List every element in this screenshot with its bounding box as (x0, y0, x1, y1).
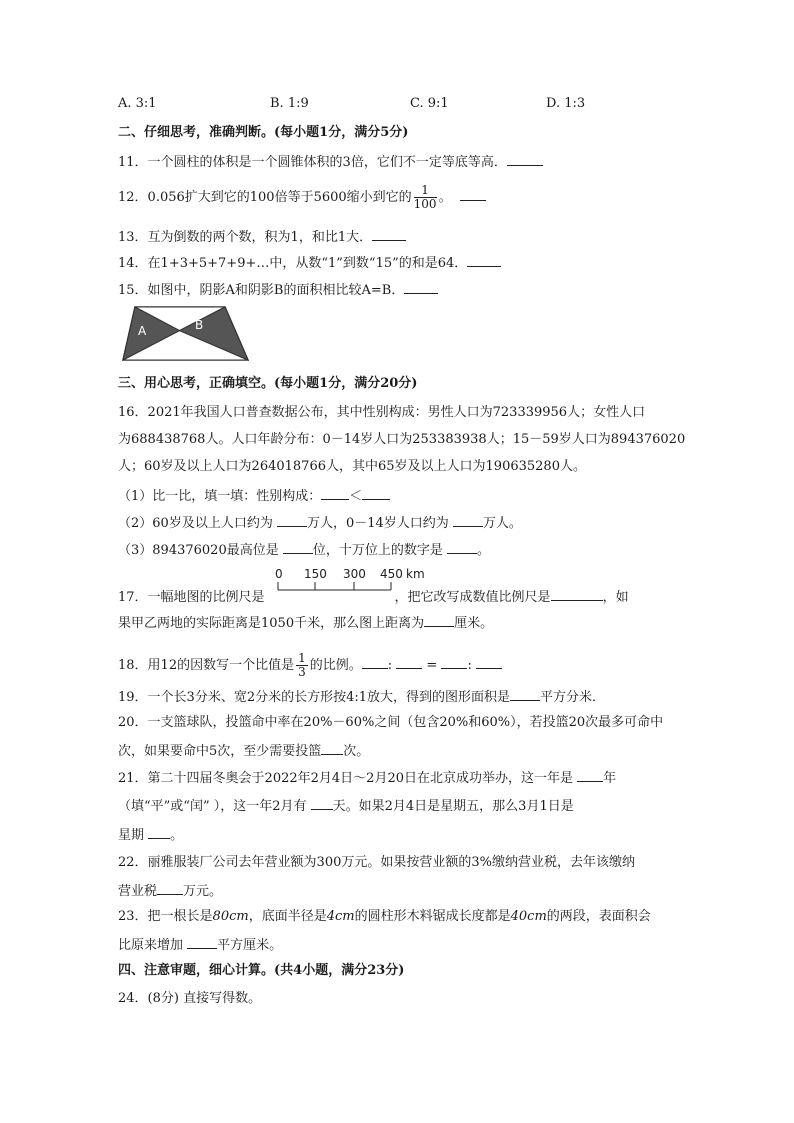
answer-blank[interactable] (362, 486, 390, 500)
trapezoid-figure (118, 304, 252, 364)
option-d: D. 1:3 (546, 96, 586, 111)
answer-blank[interactable] (476, 655, 502, 669)
fraction-denominator: 100 (413, 197, 437, 211)
question-23-line-1 (118, 908, 651, 926)
answer-blank[interactable] (453, 513, 483, 527)
colon: : (467, 658, 472, 673)
question-22-line-2-text: 营业税 (118, 884, 158, 899)
length-value: 80cm (212, 909, 249, 924)
question-21-line-1-end: 年 (603, 771, 617, 786)
equals-sign: = (426, 658, 438, 673)
question-23-text-2: ，底面半径是 (248, 909, 327, 924)
colon: : (387, 658, 393, 673)
scale-label-300: 300 (343, 567, 366, 581)
question-19-text: 19．一个长3分米、宽2分米的长方形按4:1放大，得到的图形面积是 (118, 690, 511, 705)
question-15-text: 15．如图中，阴影A和阴影B的面积相比较A=B． (118, 283, 405, 298)
answer-blank[interactable] (467, 253, 501, 267)
answer-blank[interactable] (157, 881, 183, 895)
answer-blank[interactable] (460, 187, 486, 201)
scale-label-450: 450 (380, 567, 403, 581)
question-16-line-2: 为688438768人。人口年龄分布：0－14岁人口为253383938人；15－59岁人口为894376020 (118, 432, 686, 447)
answer-blank[interactable] (277, 513, 307, 527)
answer-blank[interactable] (148, 825, 170, 839)
question-21-line-2-end: 天。如果2月4日是星期五，那么3月1日是 (332, 799, 574, 814)
question-17-line-2 (118, 613, 493, 633)
question-20-line-1: 20．一支篮球队，投篮命中率在20%－60%之间（包含20%和60%），若投篮20次最多可命中 (118, 715, 664, 730)
fraction-denominator: 3 (298, 665, 306, 679)
answer-blank[interactable] (507, 152, 543, 166)
part-2-end: 万人。 (482, 516, 522, 531)
fraction-numerator: 1 (298, 651, 306, 665)
answer-blank[interactable] (577, 768, 603, 782)
question-18-mid: 的比例。 (309, 658, 362, 673)
answer-blank[interactable] (283, 540, 313, 554)
question-22-line-2-end: 万元。 (183, 884, 223, 899)
answer-blank[interactable] (551, 587, 603, 601)
question-21-line-2-text: （填“平”或“闰” ），这一年2月有 (118, 799, 311, 814)
question-20-line-2 (118, 741, 369, 761)
segment-value: 40cm (510, 909, 547, 924)
part-2-mid: 万人，0－14岁人口约为 (306, 516, 453, 531)
answer-blank[interactable] (404, 280, 438, 294)
question-13 (118, 227, 406, 247)
question-11 (118, 152, 543, 172)
question-20-line-2-text: 次，如果要命中5次，至少需要投篮 (118, 744, 322, 759)
less-than-sign: ＜ (349, 489, 363, 504)
question-16-part-1 (118, 486, 390, 506)
question-21-line-1 (118, 768, 616, 788)
fraction (296, 652, 308, 679)
answer-blank[interactable] (321, 741, 343, 755)
answer-blank[interactable] (372, 227, 406, 241)
question-21-text: 21．第二十四届冬奥会于2022年2月4日～2月20日在北京成功举办，这一年是 (118, 771, 578, 786)
question-18 (118, 652, 502, 679)
map-scale-bar (258, 566, 458, 606)
part-1-text: （1）比一比，填一填：性别构成： (118, 489, 322, 504)
label-b: B (195, 318, 204, 332)
question-16-part-2 (118, 513, 522, 533)
answer-blank[interactable] (447, 540, 477, 554)
answer-blank[interactable] (510, 687, 540, 701)
question-17-end: ，如 (602, 590, 629, 605)
label-a: A (138, 324, 147, 338)
question-14 (118, 253, 501, 273)
fraction-numerator: 1 (414, 184, 437, 198)
scale-label-150: 150 (304, 567, 327, 581)
scale-label-0: 0 (275, 567, 283, 581)
question-23-text-4: 的两段，表面积会 (546, 909, 651, 924)
answer-blank[interactable] (311, 796, 333, 810)
option-a: A. 3:1 (118, 96, 157, 111)
question-23-text: 23．把一根长是 (118, 909, 213, 924)
question-13-text: 13．互为倒数的两个数，积为1，和比1大． (118, 230, 373, 245)
question-11-text: 11．一个圆柱的体积是一个圆锥体积的3倍，它们不一定等底等高． (118, 155, 507, 170)
question-22-line-2 (118, 881, 222, 901)
answer-blank[interactable] (362, 655, 388, 669)
question-20-line-2-end: 次。 (343, 744, 370, 759)
part-3-end: 。 (476, 543, 490, 558)
question-16-part-3 (118, 540, 490, 560)
answer-blank[interactable] (396, 655, 422, 669)
scale-unit: km (406, 567, 425, 581)
section-4-heading: 四、注意审题，细心计算。(共4小题，满分23分) (118, 963, 405, 978)
question-12-text: 12．0.056扩大到它的100倍等于5600缩小到它的 (118, 190, 412, 205)
answer-blank[interactable] (187, 935, 217, 949)
radius-value: 4cm (326, 909, 355, 924)
question-22-line-1: 22．丽雅服装厂公司去年营业额为300万元。如果按营业额的3%缴纳营业税，去年该缴纳 (118, 855, 635, 870)
question-12-end: 。 (438, 190, 452, 205)
question-15 (118, 280, 438, 300)
question-23-line-2-end: 平方厘米。 (217, 938, 283, 953)
answer-blank[interactable] (441, 655, 467, 669)
part-2-text: （2）60岁及以上人口约为 (118, 516, 277, 531)
question-24: 24．(8分) 直接写得数。 (118, 991, 262, 1006)
question-21-line-2 (118, 796, 574, 816)
part-3-text: （3）894376020最高位是 (118, 543, 283, 558)
question-17-mid: ，把它改写成数值比例尺是 (394, 590, 551, 605)
question-19 (118, 687, 605, 707)
question-16-line-3: 人；60岁及以上人口为264018766人，其中65岁及以上人口为190635280人。 (118, 459, 586, 474)
section-2-heading: 二、仔细思考，准确判断。(每小题1分，满分5分) (118, 125, 409, 140)
question-17-line-2-text: 果甲乙两地的实际距离是1050千米，那么图上距离为 (118, 616, 425, 631)
option-c: C. 9:1 (410, 96, 449, 111)
question-14-text: 14．在1+3+5+7+9+…中，从数“1”到数“15”的和是64． (118, 256, 468, 271)
question-19-end: 平方分米． (540, 690, 606, 705)
question-23-line-2-text: 比原来增加 (118, 938, 188, 953)
answer-blank[interactable] (424, 613, 454, 627)
question-16-line-1: 16．2021年我国人口普查数据公布，其中性别构成：男性人口为723339956人；女性人口 (118, 405, 646, 420)
question-21-line-3-text: 星期 (118, 828, 149, 843)
question-21-line-3-end: 。 (170, 828, 184, 843)
fraction (414, 184, 437, 211)
question-17-line-2-end: 厘米。 (454, 616, 494, 631)
question-21-line-3 (118, 825, 183, 845)
question-23-line-2 (118, 935, 282, 955)
question-17-text: 17．一幅地图的比例尺是 (118, 590, 265, 605)
answer-blank[interactable] (321, 486, 349, 500)
question-12 (118, 184, 486, 211)
question-23-text-3: 的圆柱形木料锯成长度都是 (354, 909, 511, 924)
question-18-text: 18．用12的因数写一个比值是 (118, 658, 295, 673)
section-3-heading: 三、用心思考，正确填空。(每小题1分，满分20分) (118, 376, 418, 391)
part-3-mid: 位，十万位上的数字是 (312, 543, 447, 558)
option-b: B. 1:9 (270, 96, 309, 111)
